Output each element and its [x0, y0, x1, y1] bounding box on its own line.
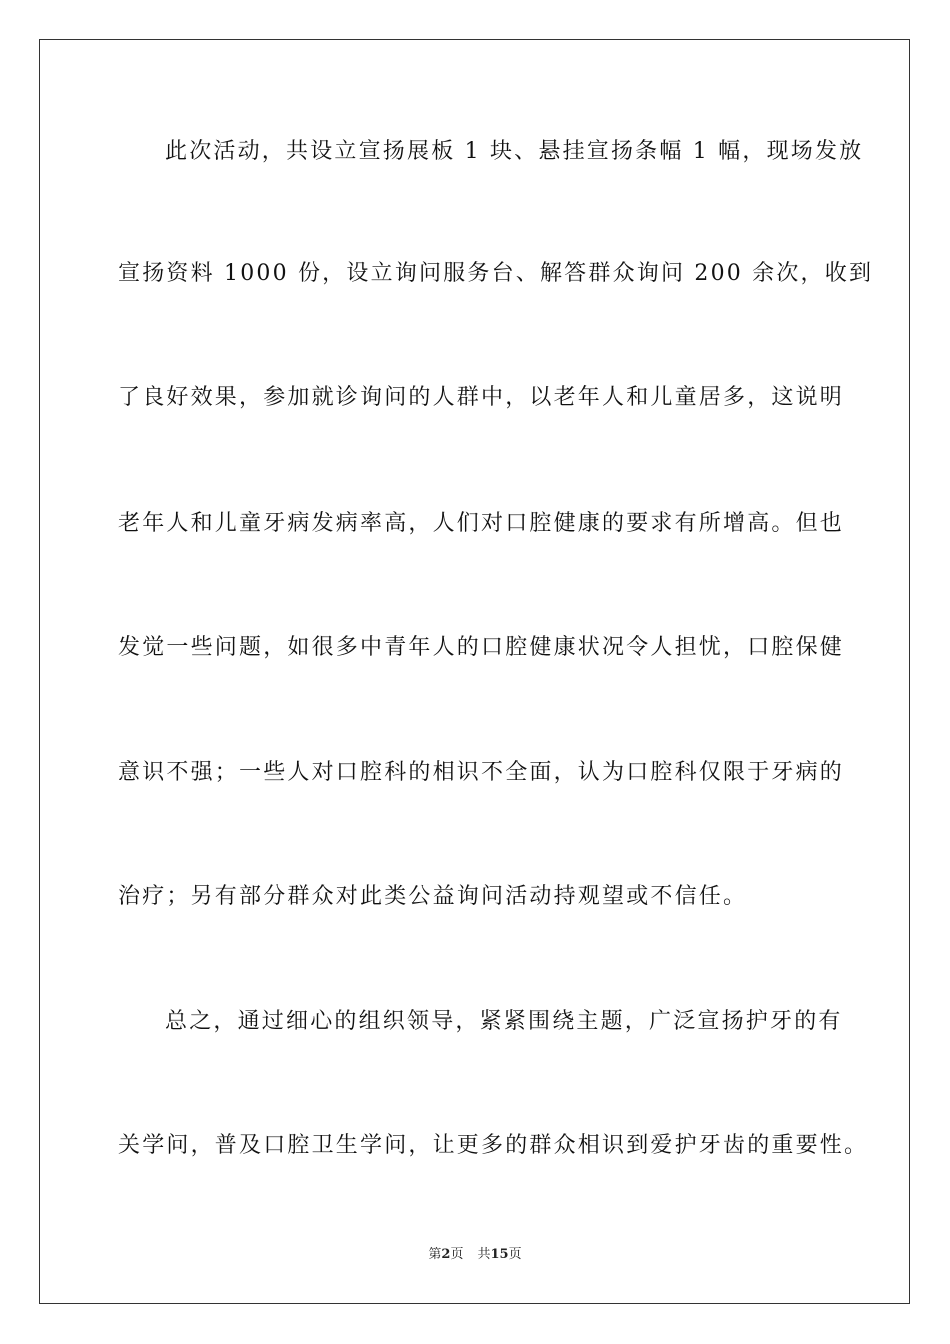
total-suffix: 页 — [508, 1247, 522, 1262]
total-pages: 15 — [490, 1247, 509, 1262]
page-border — [39, 39, 910, 1304]
paragraph-line: 关学问，普及口腔卫生学问，让更多的群众相识到爱护牙齿的重要性。 — [118, 1133, 869, 1158]
paragraph-line: 此次活动，共设立宣扬展板 1 块、悬挂宣扬条幅 1 幅，现场发放 — [165, 139, 864, 164]
page-number: 2 — [441, 1247, 451, 1262]
paragraph-line: 发觉一些问题，如很多中青年人的口腔健康状况令人担忧，口腔保健 — [118, 635, 845, 660]
page-prefix: 第 — [428, 1247, 442, 1262]
paragraph-line: 治疗；另有部分群众对此类公益询问活动持观望或不信任。 — [118, 884, 748, 909]
total-prefix: 共 — [477, 1247, 491, 1262]
paragraph-line: 意识不强；一些人对口腔科的相识不全面，认为口腔科仅限于牙病的 — [118, 760, 845, 785]
page-suffix: 页 — [450, 1247, 464, 1262]
page-footer — [0, 1246, 950, 1264]
paragraph-line: 了良好效果，参加就诊询问的人群中，以老年人和儿童居多，这说明 — [118, 385, 845, 410]
paragraph-line: 总之，通过细心的组织领导，紧紧围绕主题，广泛宣扬护牙的有 — [165, 1009, 843, 1034]
paragraph-line: 老年人和儿童牙病发病率高，人们对口腔健康的要求有所增高。但也 — [118, 511, 845, 536]
paragraph-line: 宣扬资料 1000 份，设立询问服务台、解答群众询问 200 余次，收到 — [118, 261, 874, 286]
